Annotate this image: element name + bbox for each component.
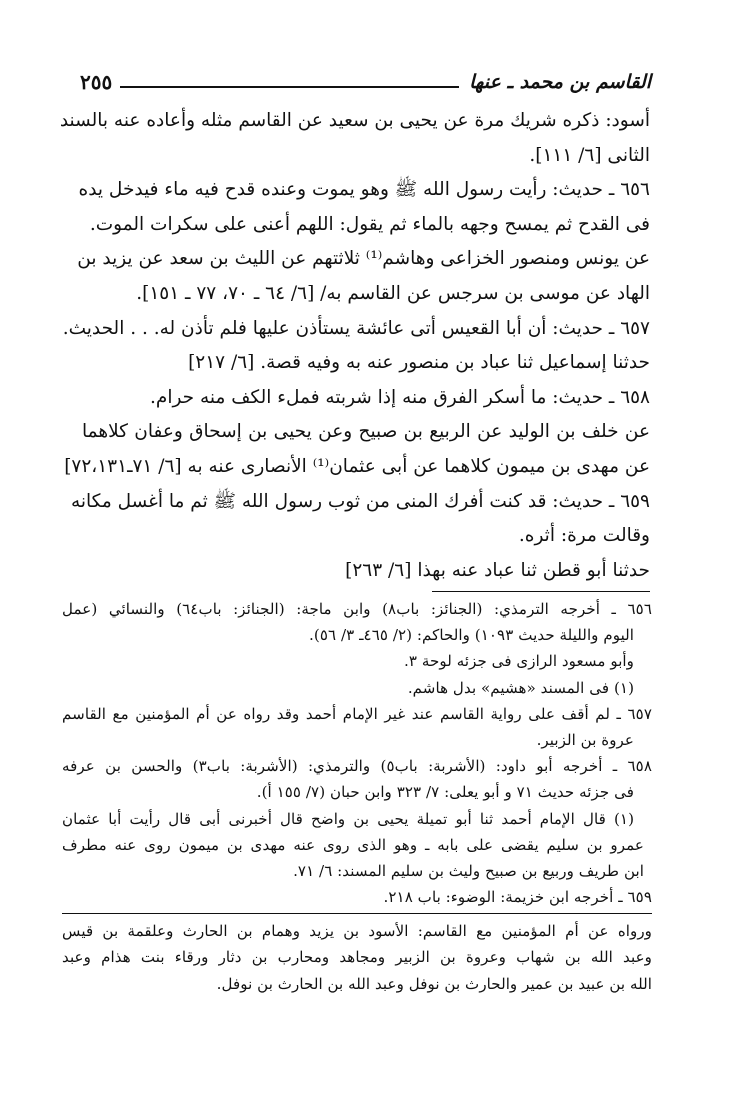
main-text-line: الثانى [٦/ ١١١]. bbox=[529, 144, 650, 166]
footnote-line: (١) فى المسند «هشيم» بدل هاشم. bbox=[407, 678, 634, 697]
main-text-line: ٦٥٩ ـ حديث: قد كنت أفرك المنى من ثوب رسول الله ﷺ ثم ما أغسل مكانه bbox=[70, 490, 650, 512]
footnote-line: فى جزئه حديث ٧١ و أبو يعلى: ٧/ ٣٢٣ وابن حبان (٧/ ١٥٥ أ). bbox=[256, 783, 634, 802]
footnote-line: الله بن عبيد بن عمير والحارث بن نوفل وعبد الله بن الحارث بن نوفل. bbox=[216, 974, 652, 993]
page-header bbox=[80, 58, 651, 92]
footnote-line: وعبد الله بن شهاب وعروة بن الزبير ومجاهد ومحارب بن دثار ورقاء بنت هذام وعبد bbox=[62, 948, 652, 967]
main-text-line: أسود: ذكره شريك مرة عن يحيى بن سعيد عن القاسم مثله وأعاده عنه بالسند bbox=[59, 110, 650, 131]
footnote-line: وأبو مسعود الرازى فى جزئه لوحة ٣. bbox=[404, 652, 634, 671]
footnote-line: ابن طريف وربيع بن صبيح وليث بن سليم المسند: ٦/ ٧١. bbox=[293, 861, 644, 880]
main-text-line: ٦٥٦ ـ حديث: رأيت رسول الله ﷺ وهو يموت وعنده قدح فيه ماء فيدخل يده bbox=[78, 179, 650, 201]
main-text-line: وقالت مرة: أثره. bbox=[518, 525, 650, 547]
footnote-separator bbox=[432, 591, 650, 592]
main-text-line: ٦٥٨ ـ حديث: ما أسكر الفرق منه إذا شربته فملء الكف منه حرام. bbox=[149, 386, 650, 408]
footnote-line: ٦٥٧ ـ لم أقف على رواية القاسم عند غير الإمام أحمد وقد رواه عن أم المؤمنين مع القاسم bbox=[62, 704, 652, 723]
main-text-line: حدثنا إسماعيل ثنا عباد بن منصور عنه به وفيه قصة. [٦/ ٢١٧] bbox=[188, 352, 650, 374]
main-text-line: فى القدح ثم يمسح وجهه بالماء ثم يقول: اللهم أعنى على سكرات الموت. bbox=[89, 213, 650, 235]
footnote-line: ورواه عن أم المؤمنين مع القاسم: الأسود بن يزيد وهمام بن الحارث وعلقمة بن قيس bbox=[62, 922, 652, 941]
footnote-line: اليوم والليلة حديث ١٠٩٣) والحاكم: (٢/ ٤٦٥ـ ٣/ ٥٦). bbox=[309, 626, 634, 645]
main-text-line: ٦٥٧ ـ حديث: أن أبا القعيس أتى عائشة يستأذن عليها فلم تأذن له. . . الحديث. bbox=[62, 317, 650, 339]
main-text bbox=[59, 104, 650, 588]
header-rule bbox=[120, 86, 459, 88]
footnote-line: ٦٥٩ ـ أخرجه ابن خزيمة: الوضوء: باب ٢١٨. bbox=[383, 888, 652, 907]
footnote-rule bbox=[62, 913, 652, 914]
main-text-line: عن يونس ومنصور الخزاعى وهاشم⁽¹⁾ ثلاثتهم عن الليث بن سعد عن يزيد بن bbox=[77, 248, 650, 270]
main-text-line: الهاد عن موسى بن سرجس عن القاسم به/ [٦/ ٦٤ ـ ٧٠، ٧٧ ـ ١٥١]. bbox=[136, 282, 650, 304]
footnote-line: عروة بن الزبير. bbox=[536, 730, 634, 749]
running-title: القاسم بن محمد ـ عنها bbox=[469, 71, 651, 93]
footnotes bbox=[62, 596, 652, 997]
main-text-line: حدثنا أبو قطن ثنا عباد عنه بهذا [٦/ ٢٦٣] bbox=[345, 559, 650, 581]
footnote-line: (١) قال الإمام أحمد ثنا أبو تميلة يحيى بن واضح قال أخبرنى أبى قال رأيت أبا عثمان bbox=[62, 809, 634, 828]
footnote-line: عمرو بن سليم يقضى على بابه ـ وهو الذى روى عنه مهدى بن ميمون روى عنه مطرف bbox=[62, 835, 644, 854]
main-text-line: عن خلف بن الوليد عن الربيع بن صبيح وعن يحيى بن إسحاق وعفان كلاهما bbox=[82, 421, 650, 443]
footnote-line: ٦٥٨ ـ أخرجه أبو داود: (الأشربة: باب٥) والترمذي: (الأشربة: باب٣) والحسن بن عرفه bbox=[62, 757, 652, 776]
page-number: ٢٥٥ bbox=[80, 70, 113, 94]
main-text-line: عن مهدى بن ميمون كلاهما عن أبى عثمان⁽¹⁾ الأنصارى عنه به [٦/ ٧١ـ٧٢،١٣١] bbox=[64, 455, 650, 477]
footnote-line: ٦٥٦ ـ أخرجه الترمذي: (الجنائز: باب٨) وابن ماجة: (الجنائز: باب٦٤) والنسائي (عمل bbox=[62, 600, 652, 618]
